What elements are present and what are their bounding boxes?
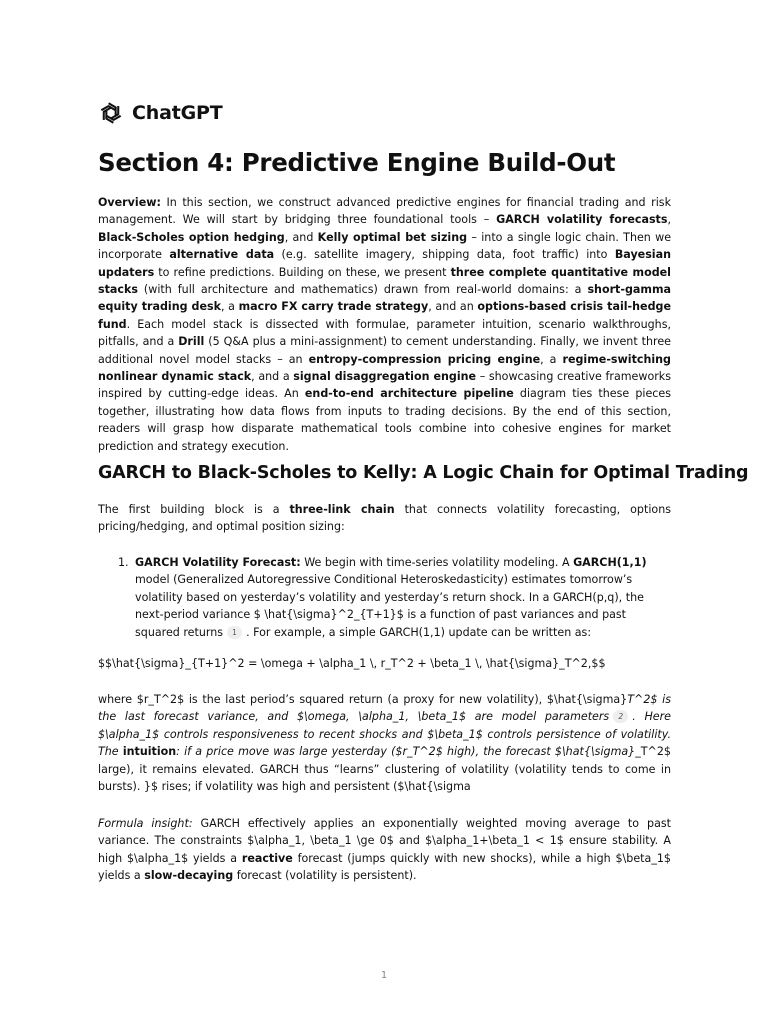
- formula-insight-paragraph: Formula insight: GARCH effectively applies an exponentially weighted moving average to past variance. The constraints $\alpha_1, \beta_1 \ge 0$ and $\alpha_1+\beta_1 < 1$ ensure stability. A high $\alpha_1$ yields a reactive forecast (jumps quickly with new shocks), while a high $\beta_1$ yields a slow-decaying forecast (volatility is persistent).: [98, 817, 671, 883]
- garch-formula: $$\hat{\sigma}_{T+1}^2 = \omega + \alpha_1 \, r_T^2 + \beta_1 \, \hat{\sigma}_T^2,$$: [98, 657, 606, 670]
- page-number: 1: [380, 970, 388, 981]
- footnote-ref-1[interactable]: 1: [227, 626, 242, 639]
- list-item: [118, 554, 671, 641]
- list-item-text: GARCH Volatility Forecast: We begin with time-series volatility modeling. A GARCH(1,1) model (Generalized Autoregressive Conditional Heteroskedasticity) estimates tomorrow’s volatility based on yesterday’s volatility and yesterday’s return shock. In a GARCH(p,q), the next-period variance $ \hat{\sigma}^2_{T+1}$ is a function of past variances and past squared returns 1 . For example, a simple GARCH(1,1) update can be written as:: [135, 556, 647, 639]
- section-title: Section 4: Predictive Engine Build-Out: [98, 148, 616, 177]
- brand-name: ChatGPT: [132, 102, 223, 124]
- garch-section-heading: GARCH to Black-Scholes to Kelly: A Logic Chain for Optimal Trading: [98, 463, 749, 483]
- intro-paragraph: The first building block is a three-link chain that connects volatility forecasting, options pricing/hedging, and optimal position sizing:: [98, 503, 672, 534]
- brand-logo: [98, 100, 222, 126]
- openai-knot-icon: [98, 100, 124, 126]
- overview-paragraph: Overview: In this section, we construct advanced predictive engines for financial trading and risk management. We will start by bridging three foundational tools – GARCH volatility forecasts, Black-Scholes option hedging, and Kelly optimal bet sizing – into a single logic chain. Then we incorporate alternative data (e.g. satellite imagery, shipping data, foot traffic) into Bayesian updaters to refine predictions. Building on these, we present three complete quantitative model stacks (with full architecture and mathematics) drawn from real-world domains: a short-gamma equity trading desk, a macro FX carry trade strategy, and an options-based crisis tail-hedge fund. Each model stack is dissected with formulae, parameter intuition, scenario walkthroughs, pitfalls, and a Drill (5 Q&A plus a mini-assignment) to cement understanding. Finally, we invent three additional novel model stacks – an entropy-compression pricing engine, a regime-switching nonlinear dynamic stack, and a signal disaggregation engine – showcasing creative frameworks inspired by cutting-edge ideas. An end-to-end architecture pipeline diagram ties these pieces together, illustrating how data flows from inputs to trading decisions. By the end of this section, readers will grasp how disparate mathematical tools combine into cohesive engines for market prediction and strategy execution.: [98, 196, 672, 453]
- where-paragraph: where $r_T^2$ is the last period’s squared return (a proxy for new volatility), $\hat{\sigma}T^2$ is the last forecast variance, and $\omega, \alpha_1, \beta_1$ are model parameters 2 . Here $\alpha_1$ controls responsiveness to recent shocks and $\beta_1$ controls persistence of volatility. The intuition: if a price move was large yesterday ($r_T^2$ high), the forecast $\hat{\sigma}_T^2$ large), it remains elevated. GARCH thus “learns” clustering of volatility (volatility tends to come in bursts). }$ rises; if volatility was high and persistent ($\hat{\sigma: [98, 693, 672, 794]
- footnote-ref-2[interactable]: 2: [613, 710, 628, 723]
- list-number: 1.: [118, 556, 129, 569]
